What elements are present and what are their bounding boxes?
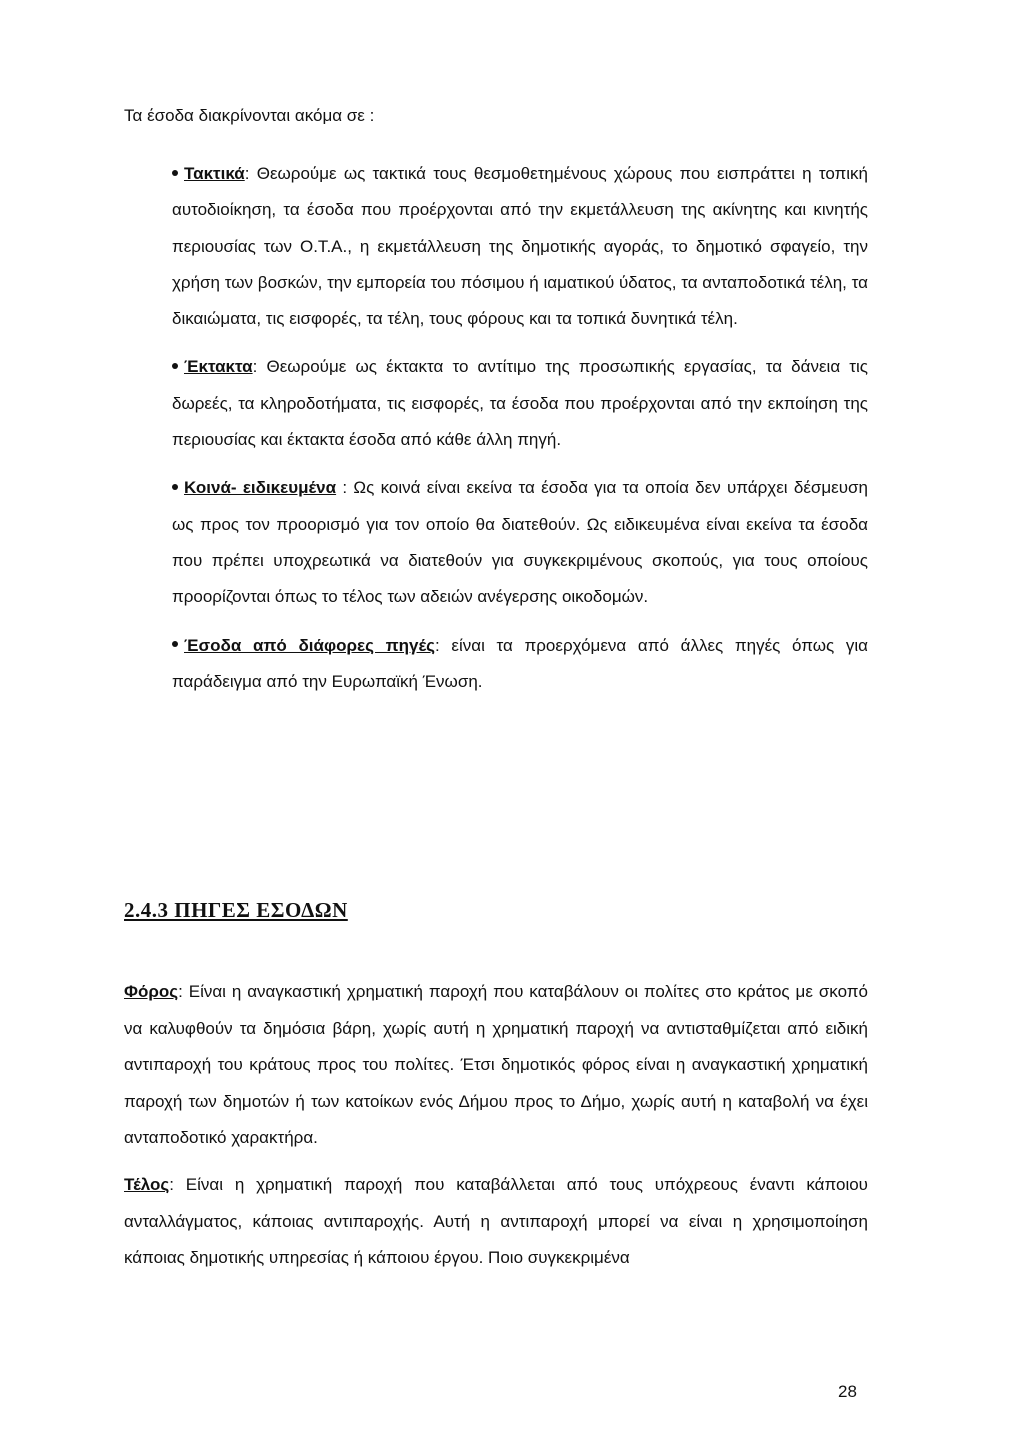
- definition-separator: :: [169, 1174, 186, 1194]
- bullet-text: Θεωρούμε ως τακτικά τους θεσμοθετημένους χώρους που εισπράττει η τοπική αυτοδιοίκηση, τα έσοδα που προέρχονται από την εκμετάλλευση της ακίνητης και κινητής περιουσίας των Ο.Τ.Α., η εκμετάλλευση της δημοτικής αγοράς, το δημοτικό σφαγείο, την χρήση των βοσκών, την εμπορεία του πόσιμου ή ιαματικού ύδατος, τα ανταποδοτικά τέλη, τα δικαιώματα, τις εισφορές, τα τέλη, τους φόρους και τα τοπικά δυνητικά τέλη.: [172, 164, 868, 329]
- definition-fee: [124, 1167, 868, 1277]
- bullet-dot-icon: [172, 363, 178, 369]
- page-number: 28: [838, 1382, 857, 1401]
- definition-separator: :: [178, 982, 189, 1001]
- bullet-term: Κοινά- ειδικευμένα: [184, 478, 337, 498]
- definition-term: Φόρος: [124, 982, 179, 1001]
- bullet-text: Θεωρούμε ως έκτακτα το αντίτιμο της προσωπικής εργασίας, τα δάνεια τις δωρεές, τα κληροδοτήματα, τις εισφορές, τα έσοδα που προέρχονται από την εκποίηση της περιουσίας και έκτακτα έσοδα από κάθε άλλη πηγή.: [172, 357, 868, 450]
- bullet-dot-icon: [172, 641, 178, 647]
- bullet-text: Ως κοινά είναι εκείνα τα έσοδα για τα οποία δεν υπάρχει δέσμευση ως προς τον προορισμό για τον οποίο θα διατεθούν. Ως ειδικευμένα είναι εκείνα τα έσοδα που πρέπει υποχρεωτικά να διατεθούν για συγκεκριμένους σκοπούς, για τους οποίους προορίζονται όπως το τέλος των αδειών ανέγερσης οικοδομών.: [172, 478, 869, 607]
- revenue-types-list: [172, 156, 868, 712]
- section-heading: 2.4.3 ΠΗΓΕΣ ΕΣΟΔΩΝ: [124, 898, 348, 922]
- bullet-term: Έσοδα από διάφορες πηγές: [184, 635, 435, 655]
- bullet-dot-icon: [172, 484, 178, 490]
- definition-term: Τέλος: [124, 1174, 170, 1194]
- bullet-term: Έκτακτα: [184, 357, 253, 377]
- bullet-item-extraordinary: [172, 349, 868, 458]
- bullet-dot-icon: [172, 170, 178, 176]
- bullet-separator: :: [244, 164, 257, 183]
- definition-text: Είναι η χρηματική παροχή που καταβάλλεται από τους υπόχρεους έναντι κάποιου ανταλλάγματος, κάποιας αντιπαροχής. Αυτή η αντιπαροχή μπορεί να είναι η χρησιμοποίηση κάποιας δημοτικής υπηρεσίας ή κάποιου έργου. Ποιο συγκεκριμένα: [124, 1174, 868, 1268]
- intro-line: Τα έσοδα διακρίνονται ακόμα σε :: [124, 106, 375, 125]
- bullet-item-common-specialized: [172, 470, 868, 615]
- bullet-separator: :: [336, 478, 354, 498]
- bullet-term: Τακτικά: [184, 164, 245, 183]
- bullet-text: είναι τα προερχόμενα από άλλες πηγές όπως για παράδειγμα από την Ευρωπαϊκή Ένωση.: [172, 635, 868, 691]
- bullet-item-other-sources: [172, 628, 868, 701]
- definition-text: Είναι η αναγκαστική χρηματική παροχή που καταβάλουν οι πολίτες στο κράτος με σκοπό να καλυφθούν τα δημόσια βάρη, χωρίς αυτή η χρηματική παροχή να αντισταθμίζεται από ειδική αντιπαροχή του κράτους προς του πολίτες. Έτσι δημοτικός φόρος είναι η αναγκαστική χρηματική παροχή των δημοτών ή των κατοίκων ενός Δήμου προς το Δήμο, χωρίς αυτή η καταβολή να έχει ανταποδοτικό χαρακτήρα.: [124, 982, 868, 1148]
- definitions: [124, 974, 868, 1287]
- definition-tax: [124, 974, 868, 1157]
- bullet-separator: :: [435, 635, 452, 655]
- bullet-separator: :: [252, 357, 267, 377]
- bullet-item-regular: [172, 156, 868, 337]
